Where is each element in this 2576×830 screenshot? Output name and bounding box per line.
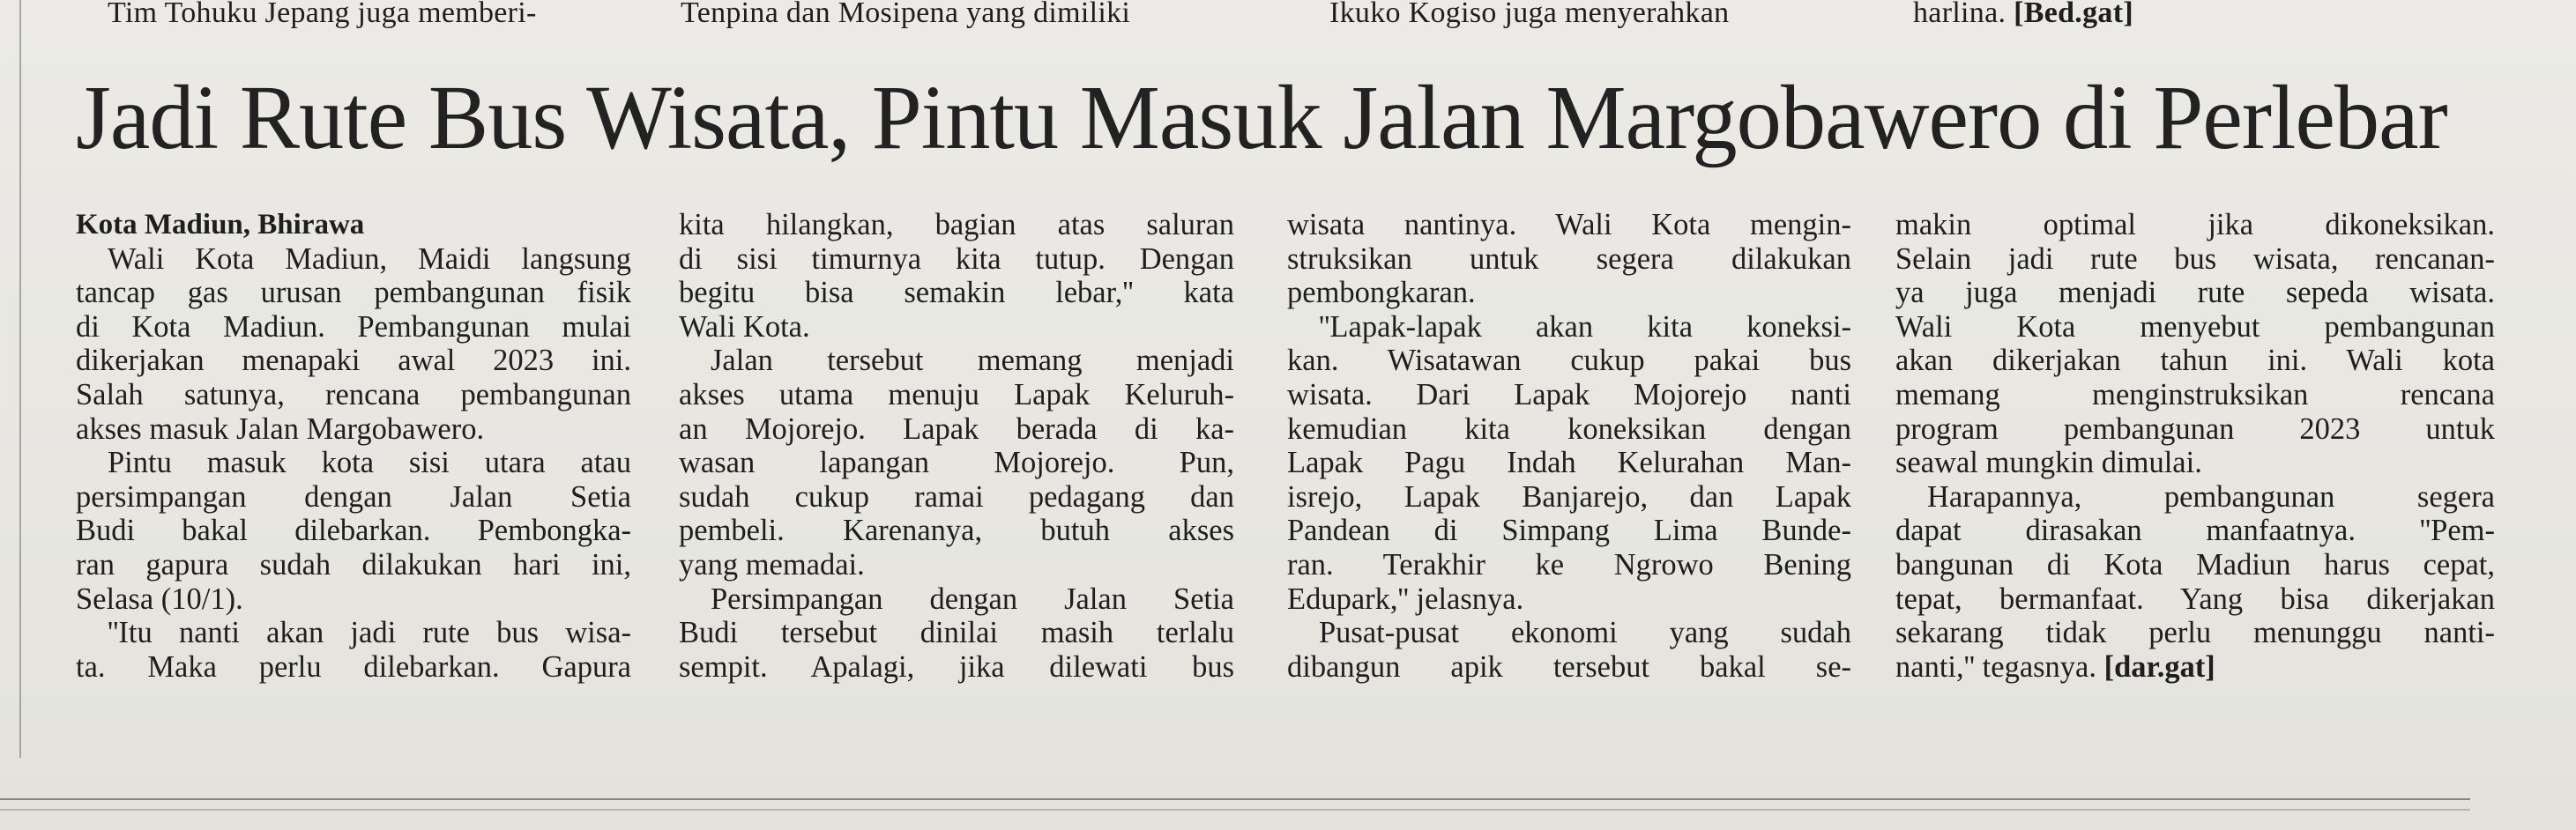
article-line: memang menginstruksikan rencana [1895,377,2495,411]
article-line: Salah satunya, rencana pembangunan [76,377,631,411]
article-column-3 [1287,208,1851,684]
previous-article-line: Tim Tohuku Jepang juga memberi- [108,0,537,29]
article-line: struksikan untuk segera dilakukan [1287,241,1851,276]
article-line: program pembangunan 2023 untuk [1895,411,2495,446]
article-line: Wali Kota Madiun, Maidi langsung [108,241,631,276]
article-closing-text: nanti,'' tegasnya. [1895,649,2096,684]
article-line: Budi bakal dilebarkan. Pembongka- [76,514,631,548]
article-line: sekarang tidak perlu menunggu nanti- [1895,616,2495,650]
article-line [1895,650,2495,685]
article-line: wasan lapangan Mojorejo. Pun, [679,446,1234,480]
article-line: tepat, bermanfaat. Yang bisa dikerjakan [1895,582,2495,616]
article-signature: [dar.gat] [2103,649,2215,684]
article-line: yang memadai. [679,547,865,582]
article-column-2 [679,208,1234,684]
article-line: kan. Wisatawan cukup pakai bus [1287,344,1851,378]
article-line: sempit. Apalagi, jika dilewati bus [679,649,1234,684]
article-line: kita hilangkan, bagian atas saluran [679,208,1234,241]
article-column-4 [1895,208,2495,684]
article-line: Wali Kota. [679,309,810,344]
article-line: bangunan di Kota Madiun harus cepat, [1895,547,2495,582]
column-rule [19,0,21,758]
page-divider [0,809,2470,811]
previous-article-line: Ikuko Kogiso juga menyerahkan [1329,0,1730,29]
article-line: seawal mungkin dimulai. [1895,446,2202,480]
article-line: ta. Maka perlu dilebarkan. Gapura [76,649,631,684]
previous-article-line [1913,0,2133,33]
article-line: ''Lapak-lapak akan kita koneksi- [1319,309,1851,344]
article-headline: Jadi Rute Bus Wisata, Pintu Masuk Jalan Margobawero di Perlebar [76,67,2447,168]
article-line: isrejo, Lapak Banjarejo, dan Lapak [1287,479,1851,514]
article-line: dibangun apik tersebut bakal se- [1287,649,1851,684]
article-line: ''Itu nanti akan jadi rute bus wisa- [108,616,631,650]
article-line: Selain jadi rute bus wisata, rencanan- [1895,241,2495,276]
article-line: Wali Kota menyebut pembangunan [1895,309,2495,344]
article-line: pembeli. Karenanya, butuh akses [679,514,1234,548]
article-line: di Kota Madiun. Pembangunan mulai [76,309,631,344]
article-line: sudah cukup ramai pedagang dan [679,479,1234,514]
previous-article-tail [0,0,2576,46]
article-line: akses masuk Jalan Margobawero. [76,411,485,446]
article-line: di sisi timurnya kita tutup. Dengan [679,241,1234,276]
article-line: ran. Terakhir ke Ngrowo Bening [1287,547,1851,582]
article-line: Persimpangan dengan Jalan Setia [711,582,1234,616]
article-line: Budi tersebut dinilai masih terlalu [679,616,1234,650]
article-line: Jalan tersebut memang menjadi [711,344,1234,378]
article-line: akses utama menuju Lapak Keluruh- [679,377,1234,411]
previous-article-text: harlina. [1913,0,2006,29]
article-line: ran gapura sudah dilakukan hari ini, [76,547,631,582]
article-line: Pusat-pusat ekonomi yang sudah [1319,616,1851,650]
article-line: Pintu masuk kota sisi utara atau [108,446,631,480]
article-line: an Mojorejo. Lapak berada di ka- [679,411,1234,446]
previous-article-line: Tenpina dan Mosipena yang dimiliki [681,0,1131,29]
article-line: wisata nantinya. Wali Kota mengin- [1287,208,1851,241]
article-line: pembongkaran. [1287,276,1476,310]
previous-article-signature: [Bed.gat] [2014,0,2133,29]
article-line: ya juga menjadi rute sepeda wisata. [1895,276,2495,310]
article-line: akan dikerjakan tahun ini. Wali kota [1895,344,2495,378]
article-line: kemudian kita koneksikan dengan [1287,411,1851,446]
page-divider [0,798,2470,800]
article-line: dapat dirasakan manfaatnya. ''Pem- [1895,514,2495,548]
article-line: begitu bisa semakin lebar,'' kata [679,276,1234,310]
article-line: makin optimal jika dikoneksikan. [1895,208,2495,241]
article-line: Selasa (10/1). [76,582,243,616]
article-dateline: Kota Madiun, Bhirawa [76,209,365,241]
article-line: Pandean di Simpang Lima Bunde- [1287,514,1851,548]
article-line: wisata. Dari Lapak Mojorejo nanti [1287,377,1851,411]
article-line: dikerjakan menapaki awal 2023 ini. [76,344,631,378]
article-line: persimpangan dengan Jalan Setia [76,479,631,514]
article-line: Harapannya, pembangunan segera [1927,479,2495,514]
article-line: tancap gas urusan pembangunan fisik [76,276,631,310]
article-column-1 [76,208,631,684]
article-line: Edupark,'' jelasnya. [1287,582,1524,616]
article-line: Lapak Pagu Indah Kelurahan Man- [1287,446,1851,480]
